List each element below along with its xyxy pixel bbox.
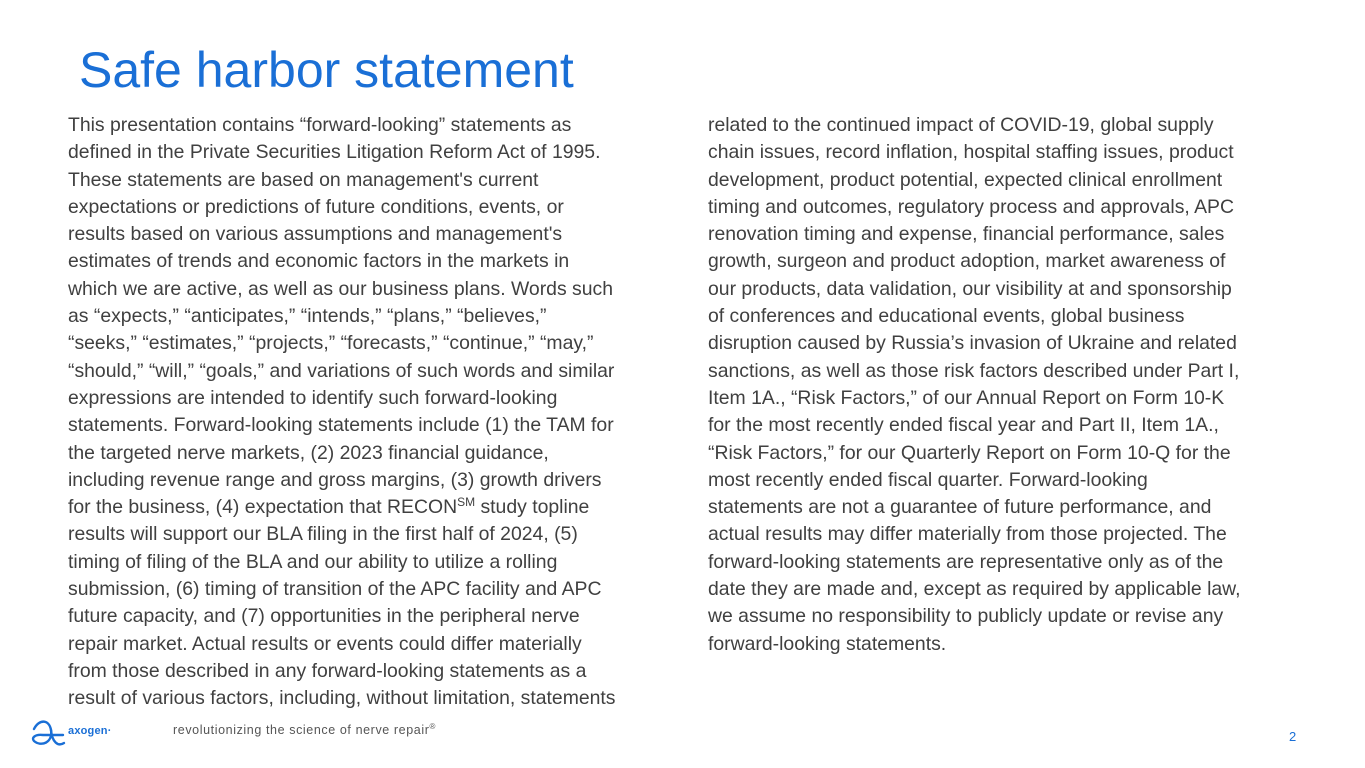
body-line: repair market. Actual results or events could differ materially bbox=[68, 632, 582, 655]
axogen-logo-icon bbox=[30, 716, 66, 750]
body-line: most recently ended fiscal quarter. Forward-looking bbox=[708, 468, 1148, 491]
body-line: growth, surgeon and product adoption, market awareness of bbox=[708, 250, 1226, 273]
body-line-recon bbox=[68, 494, 616, 521]
body-line: result of various factors, including, without limitation, statements bbox=[68, 687, 616, 710]
body-line: of conferences and educational events, global business bbox=[708, 305, 1185, 328]
body-line: actual results may differ materially from those projected. The bbox=[708, 523, 1227, 546]
body-line: These statements are based on management's current bbox=[68, 168, 539, 191]
body-line: chain issues, record inflation, hospital staffing issues, product bbox=[708, 141, 1234, 164]
body-line: “seeks,” “estimates,” “projects,” “forecasts,” “continue,” “may,” bbox=[68, 332, 594, 355]
body-line: forward-looking statements. bbox=[708, 632, 947, 655]
body-line: the targeted nerve markets, (2) 2023 financial guidance, bbox=[68, 441, 549, 464]
body-line: timing and outcomes, regulatory process and approvals, APC bbox=[708, 195, 1234, 218]
footer-tagline: revolutionizing the science of nerve repair® bbox=[173, 722, 436, 737]
body-line: “should,” “will,” “goals,” and variations of such words and similar bbox=[68, 359, 615, 382]
body-right-column bbox=[708, 112, 1241, 658]
body-line: timing of filing of the BLA and our ability to utilize a rolling bbox=[68, 550, 558, 573]
body-line: estimates of trends and economic factors in the markets in bbox=[68, 250, 570, 273]
body-line: expectations or predictions of future conditions, events, or bbox=[68, 195, 564, 218]
body-line: including revenue range and gross margins, (3) growth drivers bbox=[68, 468, 602, 491]
body-line: date they are made and, except as required by applicable law, bbox=[708, 578, 1241, 601]
body-line: results will support our BLA filing in the first half of 2024, (5) bbox=[68, 523, 578, 546]
body-line: defined in the Private Securities Litigation Reform Act of 1995. bbox=[68, 141, 601, 164]
body-line: disruption caused by Russia’s invasion of Ukraine and related bbox=[708, 332, 1237, 355]
recon-text: for the business, (4) expectation that RECON bbox=[68, 496, 458, 519]
body-line: expressions are intended to identify such forward-looking bbox=[68, 386, 558, 409]
body-line: “Risk Factors,” for our Quarterly Report on Form 10-Q for the bbox=[708, 441, 1231, 464]
axogen-wordmark: axogen· bbox=[68, 725, 112, 737]
body-line: development, product potential, expected clinical enrollment bbox=[708, 168, 1223, 191]
body-line: This presentation contains “forward-looking” statements as bbox=[68, 114, 572, 136]
body-line: renovation timing and expense, financial performance, sales bbox=[708, 223, 1225, 246]
body-line: statements are not a guarantee of future performance, and bbox=[708, 496, 1212, 519]
body-line: from those described in any forward-looking statements as a bbox=[68, 659, 587, 682]
body-line: submission, (6) timing of transition of the APC facility and APC bbox=[68, 578, 602, 601]
body-line: statements. Forward-looking statements include (1) the TAM for bbox=[68, 414, 614, 437]
body-line: Item 1A., “Risk Factors,” of our Annual Report on Form 10-K bbox=[708, 386, 1225, 409]
body-line: forward-looking statements are representative only as of the bbox=[708, 550, 1224, 573]
body-line: we assume no responsibility to publicly update or revise any bbox=[708, 605, 1224, 628]
service-mark-superscript: SM bbox=[457, 495, 476, 510]
registered-mark: ® bbox=[429, 722, 436, 731]
page-number: 2 bbox=[1289, 729, 1297, 744]
body-line: results based on various assumptions and management's bbox=[68, 223, 563, 246]
body-line: as “expects,” “anticipates,” “intends,” “plans,” “believes,” bbox=[68, 305, 547, 328]
axogen-logo bbox=[30, 716, 130, 750]
body-line: which we are active, as well as our business plans. Words such bbox=[68, 277, 613, 300]
slide-title: Safe harbor statement bbox=[79, 42, 574, 98]
body-left-column bbox=[68, 112, 616, 713]
recon-text-after: study topline bbox=[475, 496, 590, 519]
body-line: future capacity, and (7) opportunities in the peripheral nerve bbox=[68, 605, 580, 628]
body-line: sanctions, as well as those risk factors described under Part I, bbox=[708, 359, 1240, 382]
body-line: our products, data validation, our visibility at and sponsorship bbox=[708, 277, 1232, 300]
body-line: for the most recently ended fiscal year and Part II, Item 1A., bbox=[708, 414, 1219, 437]
body-line: related to the continued impact of COVID-19, global supply bbox=[708, 114, 1214, 136]
